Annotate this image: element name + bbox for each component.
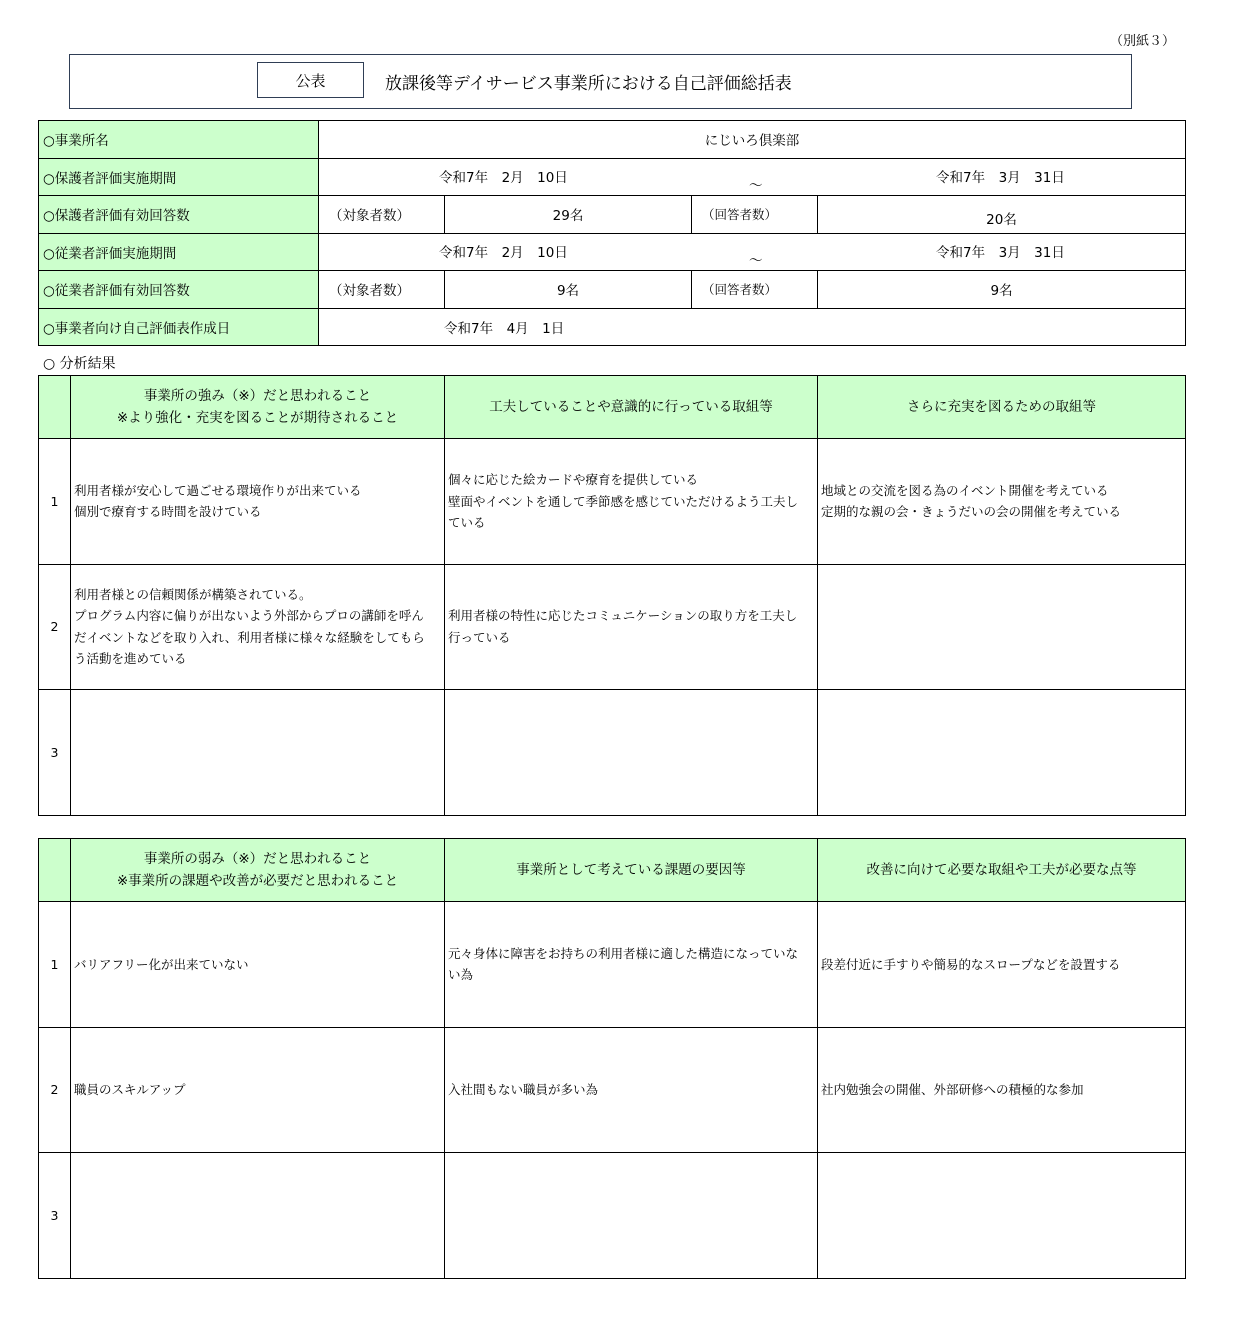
attachment-label: （別紙３）: [1110, 34, 1176, 49]
guardian-period-label: ○保護者評価実施期間: [39, 158, 319, 196]
staff-period-start: 令和7年 2月 10日: [439, 244, 568, 261]
public-label-box: 公表: [257, 62, 364, 98]
cell-line: 入社間もない職員が多い為: [448, 1082, 599, 1097]
staff-period-separator: ～: [749, 252, 763, 269]
strengths-header-col2: 工夫していることや意識的に行っている取組等: [445, 376, 818, 439]
staff-count-row: [39, 271, 1186, 309]
guardian-period-separator: ～: [749, 177, 763, 194]
enhancement-cell: [818, 690, 1186, 816]
cell-line: 社内勉強会の開催、外部研修への積極的な参加: [821, 1082, 1084, 1097]
weakness-cell: [71, 1027, 445, 1153]
cause-cell: [445, 1027, 818, 1153]
cell-line: 定期的な親の会・きょうだいの会の開催を考えている: [821, 504, 1122, 520]
strengths-header-num: [39, 376, 71, 439]
guardian-response-value: 20名: [818, 196, 1186, 234]
cell-line: 地域との交流を図る為のイベント開催を考えている: [821, 482, 1109, 498]
cell-line: 段差付近に手すりや簡易的なスロープなどを設置する: [821, 956, 1121, 972]
row-number: 3: [39, 690, 71, 816]
cell-line: 職員のスキルアップ: [74, 1082, 186, 1097]
staff-period-end: 令和7年 3月 31日: [936, 244, 1065, 261]
guardian-period-row: [39, 158, 1186, 196]
table-row: [39, 439, 1186, 565]
guardian-period-cell: [319, 158, 1186, 196]
cell-line: 元々身体に障害をお持ちの利用者様に適した構造になっていな: [448, 945, 799, 961]
cell-line: 行っている: [448, 629, 511, 645]
effort-cell: [445, 439, 818, 565]
cell-line: 利用者様との信頼関係が構築されている。: [74, 586, 312, 602]
enhancement-cell: [818, 439, 1186, 565]
staff-period-cell: [319, 233, 1186, 271]
effort-cell: [445, 690, 818, 816]
table-row: [39, 902, 1186, 1028]
effort-cell: [445, 564, 818, 690]
facility-row: [39, 121, 1186, 159]
cell-line: バリアフリー化が出来ていない: [74, 956, 249, 972]
staff-response-label: （回答者数）: [692, 271, 818, 309]
page-title: 放課後等デイサービス事業所における自己評価総括表: [385, 74, 792, 94]
cell-line: プログラム内容に偏りが出ないよう外部からプロの講師を呼ん: [74, 608, 424, 624]
weaknesses-header-col3: 改善に向けて必要な取組や工夫が必要な点等: [818, 839, 1186, 902]
weaknesses-header-num: [39, 839, 71, 902]
weaknesses-header-col1-line1: 事業所の弱み（※）だと思われること: [143, 851, 372, 867]
weaknesses-header-col2: 事業所として考えている課題の要因等: [445, 839, 818, 902]
guardian-period-start: 令和7年 2月 10日: [439, 169, 568, 186]
staff-response-value: 9名: [818, 271, 1186, 309]
strengths-table: [38, 375, 1186, 816]
row-number: 1: [39, 902, 71, 1028]
strength-cell: [71, 564, 445, 690]
improvement-cell: [818, 1153, 1186, 1279]
created-date: 令和7年 4月 1日: [319, 308, 1186, 346]
guardian-response-label: （回答者数）: [692, 196, 818, 234]
staff-period-label: ○従業者評価実施期間: [39, 233, 319, 271]
guardian-target-value: 29名: [445, 196, 692, 234]
cell-line: ている: [448, 515, 486, 530]
strength-cell: [71, 439, 445, 565]
table-row: [39, 564, 1186, 690]
weaknesses-header-col1-line2: ※事業所の課題や改善が必要だと思われること: [116, 873, 399, 889]
facility-info-table: [38, 120, 1186, 346]
table-row: [39, 690, 1186, 816]
staff-target-value: 9名: [445, 271, 692, 309]
guardian-period-end: 令和7年 3月 31日: [936, 169, 1065, 186]
cell-line: 個々に応じた絵カードや療育を提供している: [448, 472, 699, 487]
enhancement-cell: [818, 564, 1186, 690]
strengths-header-col1: [71, 376, 445, 439]
cause-cell: [445, 902, 818, 1028]
row-number: 1: [39, 439, 71, 565]
cell-line: う活動を進めている: [74, 651, 187, 667]
analysis-section-label: ○ 分析結果: [43, 356, 116, 372]
facility-label: ○事業所名: [39, 121, 319, 159]
created-label: ○事業者向け自己評価表作成日: [39, 308, 319, 346]
staff-period-row: [39, 233, 1186, 271]
cause-cell: [445, 1153, 818, 1279]
cell-line: 壁面やイベントを通して季節感を感じていただけるよう工夫し: [448, 493, 799, 509]
weakness-cell: [71, 902, 445, 1028]
cell-line: 利用者様の特性に応じたコミュニケーションの取り方を工夫し: [448, 608, 798, 624]
row-number: 2: [39, 564, 71, 690]
strengths-header-col3: さらに充実を図るための取組等: [818, 376, 1186, 439]
cell-line: い為: [448, 967, 474, 983]
improvement-cell: [818, 902, 1186, 1028]
cell-line: 個別で療育する時間を設けている: [74, 504, 262, 520]
weakness-cell: [71, 1153, 445, 1279]
facility-name: にじいろ倶楽部: [319, 121, 1186, 159]
cell-line: 利用者様が安心して過ごせる環境作りが出来ている: [74, 482, 362, 498]
strength-cell: [71, 690, 445, 816]
guardian-count-row: [39, 196, 1186, 234]
weaknesses-table: [38, 838, 1186, 1279]
weaknesses-header-row: [39, 839, 1186, 902]
improvement-cell: [818, 1027, 1186, 1153]
guardian-count-label: ○保護者評価有効回答数: [39, 196, 319, 234]
guardian-target-label: （対象者数）: [319, 196, 445, 234]
row-number: 3: [39, 1153, 71, 1279]
strengths-header-col1-line2: ※より強化・充実を図ることが期待されること: [116, 410, 399, 426]
cell-line: だイベントなどを取り入れ、利用者様に様々な経験をしてもら: [74, 629, 425, 645]
row-number: 2: [39, 1027, 71, 1153]
weaknesses-header-col1: [71, 839, 445, 902]
created-date-row: [39, 308, 1186, 346]
staff-count-label: ○従業者評価有効回答数: [39, 271, 319, 309]
staff-target-label: （対象者数）: [319, 271, 445, 309]
strengths-header-row: [39, 376, 1186, 439]
table-row: [39, 1153, 1186, 1279]
strengths-header-col1-line1: 事業所の強み（※）だと思われること: [143, 388, 372, 404]
table-row: [39, 1027, 1186, 1153]
